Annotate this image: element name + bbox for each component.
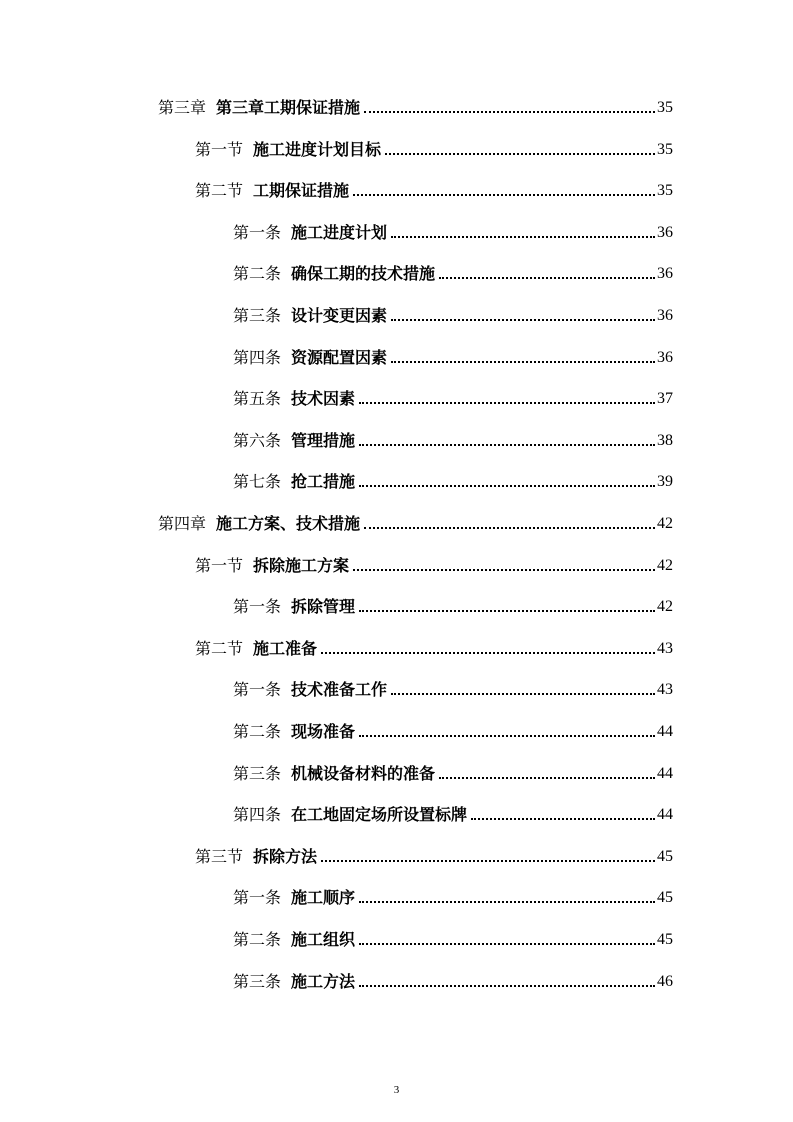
toc-dot-leader bbox=[353, 569, 655, 571]
toc-entry[interactable] bbox=[233, 219, 673, 243]
toc-entry-page: 44 bbox=[657, 764, 673, 782]
toc-entry-page: 39 bbox=[657, 473, 673, 491]
toc-entry[interactable] bbox=[233, 385, 673, 409]
toc-entry-title: 施工进度计划 bbox=[291, 222, 388, 242]
toc-entry-title: 机械设备材料的准备 bbox=[291, 763, 436, 783]
toc-entry-title: 施工进度计划目标 bbox=[253, 139, 382, 159]
page-number: 3 bbox=[393, 1084, 400, 1096]
toc-dot-leader bbox=[359, 610, 655, 612]
toc-dot-leader bbox=[471, 818, 655, 820]
toc-dot-leader bbox=[359, 444, 655, 446]
toc-entry-title: 设计变更因素 bbox=[291, 306, 388, 325]
toc-entry-title: 工期保证措施 bbox=[253, 181, 350, 201]
toc-entry-title: 拆除管理 bbox=[291, 597, 356, 617]
toc-entry-page: 37 bbox=[657, 390, 673, 408]
toc-entry[interactable] bbox=[233, 427, 673, 451]
toc-entry-number: 第三章 bbox=[158, 98, 207, 117]
toc-dot-leader bbox=[321, 652, 655, 654]
toc-dot-leader bbox=[359, 735, 655, 737]
toc-entry-number: 第五条 bbox=[233, 389, 282, 409]
toc-entry[interactable] bbox=[233, 760, 673, 784]
toc-entry-page: 46 bbox=[657, 972, 673, 990]
toc-entry-title: 施工顺序 bbox=[291, 888, 356, 908]
toc-entry-page: 42 bbox=[657, 515, 673, 532]
toc-entry[interactable] bbox=[233, 344, 673, 368]
toc-entry-title: 拆除施工方案 bbox=[253, 555, 350, 575]
toc-dot-leader bbox=[359, 985, 655, 987]
toc-entry-title: 资源配置因素 bbox=[291, 347, 388, 367]
toc-entry-number: 第三条 bbox=[233, 971, 282, 991]
toc-entry[interactable] bbox=[158, 510, 673, 534]
toc-entry-page: 35 bbox=[657, 140, 673, 158]
toc-entry[interactable] bbox=[233, 884, 673, 908]
toc-entry-title: 施工组织 bbox=[291, 930, 356, 949]
toc-entry-page: 35 bbox=[657, 182, 673, 200]
toc-dot-leader bbox=[439, 777, 655, 779]
toc-entry-number: 第一条 bbox=[233, 597, 282, 617]
toc-entry[interactable] bbox=[233, 676, 673, 700]
toc-entry-number: 第二节 bbox=[195, 181, 244, 201]
toc-entry-number: 第二节 bbox=[195, 638, 244, 658]
toc-dot-leader bbox=[359, 402, 655, 404]
toc-dot-leader bbox=[391, 236, 655, 238]
toc-dot-leader bbox=[359, 901, 655, 903]
toc-entry[interactable] bbox=[195, 136, 673, 160]
toc-entry-title: 抢工措施 bbox=[291, 472, 356, 492]
toc-entry-title: 现场准备 bbox=[291, 722, 356, 741]
toc-entry-number: 第三节 bbox=[195, 846, 244, 866]
toc-entry-number: 第二条 bbox=[233, 930, 282, 949]
toc-entry-number: 第四条 bbox=[233, 805, 282, 825]
toc-entry-number: 第三条 bbox=[233, 306, 282, 325]
toc-entry-number: 第一条 bbox=[233, 680, 282, 700]
toc-entry-page: 43 bbox=[657, 639, 673, 657]
toc-entry-title: 第三章工期保证措施 bbox=[216, 98, 361, 117]
toc-entry[interactable] bbox=[195, 177, 673, 201]
toc-entry-page: 45 bbox=[657, 931, 673, 948]
toc-dot-leader bbox=[391, 693, 655, 695]
toc-entry[interactable] bbox=[158, 94, 673, 118]
toc-entry[interactable] bbox=[233, 718, 673, 742]
toc-dot-leader bbox=[321, 860, 655, 862]
toc-entry-page: 42 bbox=[657, 556, 673, 574]
toc-entry-number: 第二条 bbox=[233, 722, 282, 741]
toc-dot-leader bbox=[385, 153, 655, 155]
toc-entry[interactable] bbox=[195, 635, 673, 659]
toc-entry-page: 45 bbox=[657, 847, 673, 865]
toc-entry-page: 36 bbox=[657, 223, 673, 241]
toc-dot-leader bbox=[364, 111, 655, 113]
toc-entry[interactable] bbox=[233, 302, 673, 326]
toc-entry-page: 45 bbox=[657, 889, 673, 907]
toc-dot-leader bbox=[391, 319, 655, 321]
toc-entry[interactable] bbox=[233, 968, 673, 992]
toc-entry-number: 第一节 bbox=[195, 555, 244, 575]
toc-entry-page: 44 bbox=[657, 806, 673, 824]
toc-entry-number: 第四条 bbox=[233, 347, 282, 367]
toc-entry[interactable] bbox=[195, 552, 673, 576]
toc-entry[interactable] bbox=[233, 260, 673, 284]
toc-entry-number: 第三条 bbox=[233, 763, 282, 783]
toc-entry-page: 36 bbox=[657, 307, 673, 324]
toc-entry-title: 拆除方法 bbox=[253, 846, 318, 866]
toc-entry-number: 第二条 bbox=[233, 264, 282, 284]
toc-entry-title: 技术因素 bbox=[291, 389, 356, 409]
toc-dot-leader bbox=[439, 277, 655, 279]
toc-entry[interactable] bbox=[233, 801, 673, 825]
toc-entry-page: 38 bbox=[657, 431, 673, 449]
toc-dot-leader bbox=[391, 361, 655, 363]
toc-entry-page: 36 bbox=[657, 348, 673, 366]
toc-entry-page: 43 bbox=[657, 681, 673, 699]
toc-entry-number: 第一条 bbox=[233, 222, 282, 242]
toc-entry-page: 35 bbox=[657, 99, 673, 116]
toc-entry-title: 施工准备 bbox=[253, 638, 318, 658]
toc-entry-page: 42 bbox=[657, 598, 673, 616]
toc-entry-title: 在工地固定场所设置标牌 bbox=[291, 805, 468, 825]
toc-entry-page: 36 bbox=[657, 265, 673, 283]
toc-dot-leader bbox=[364, 527, 655, 529]
toc-entry-page: 44 bbox=[657, 723, 673, 740]
toc-entry-number: 第六条 bbox=[233, 430, 282, 450]
toc-dot-leader bbox=[359, 943, 655, 945]
toc-entry[interactable] bbox=[233, 468, 673, 492]
toc-entry[interactable] bbox=[195, 843, 673, 867]
toc-entry-title: 施工方案、技术措施 bbox=[216, 514, 361, 533]
toc-entry-title: 确保工期的技术措施 bbox=[291, 264, 436, 284]
toc-dot-leader bbox=[353, 194, 655, 196]
toc-entry[interactable] bbox=[233, 593, 673, 617]
toc-entry-title: 管理措施 bbox=[291, 430, 356, 450]
toc-entry-title: 技术准备工作 bbox=[291, 680, 388, 700]
toc-entry-number: 第四章 bbox=[158, 514, 207, 533]
toc-entry-number: 第一节 bbox=[195, 139, 244, 159]
toc-entry-title: 施工方法 bbox=[291, 971, 356, 991]
toc-entry[interactable] bbox=[233, 926, 673, 950]
toc-dot-leader bbox=[359, 485, 655, 487]
toc-entry-number: 第七条 bbox=[233, 472, 282, 492]
toc-entry-number: 第一条 bbox=[233, 888, 282, 908]
